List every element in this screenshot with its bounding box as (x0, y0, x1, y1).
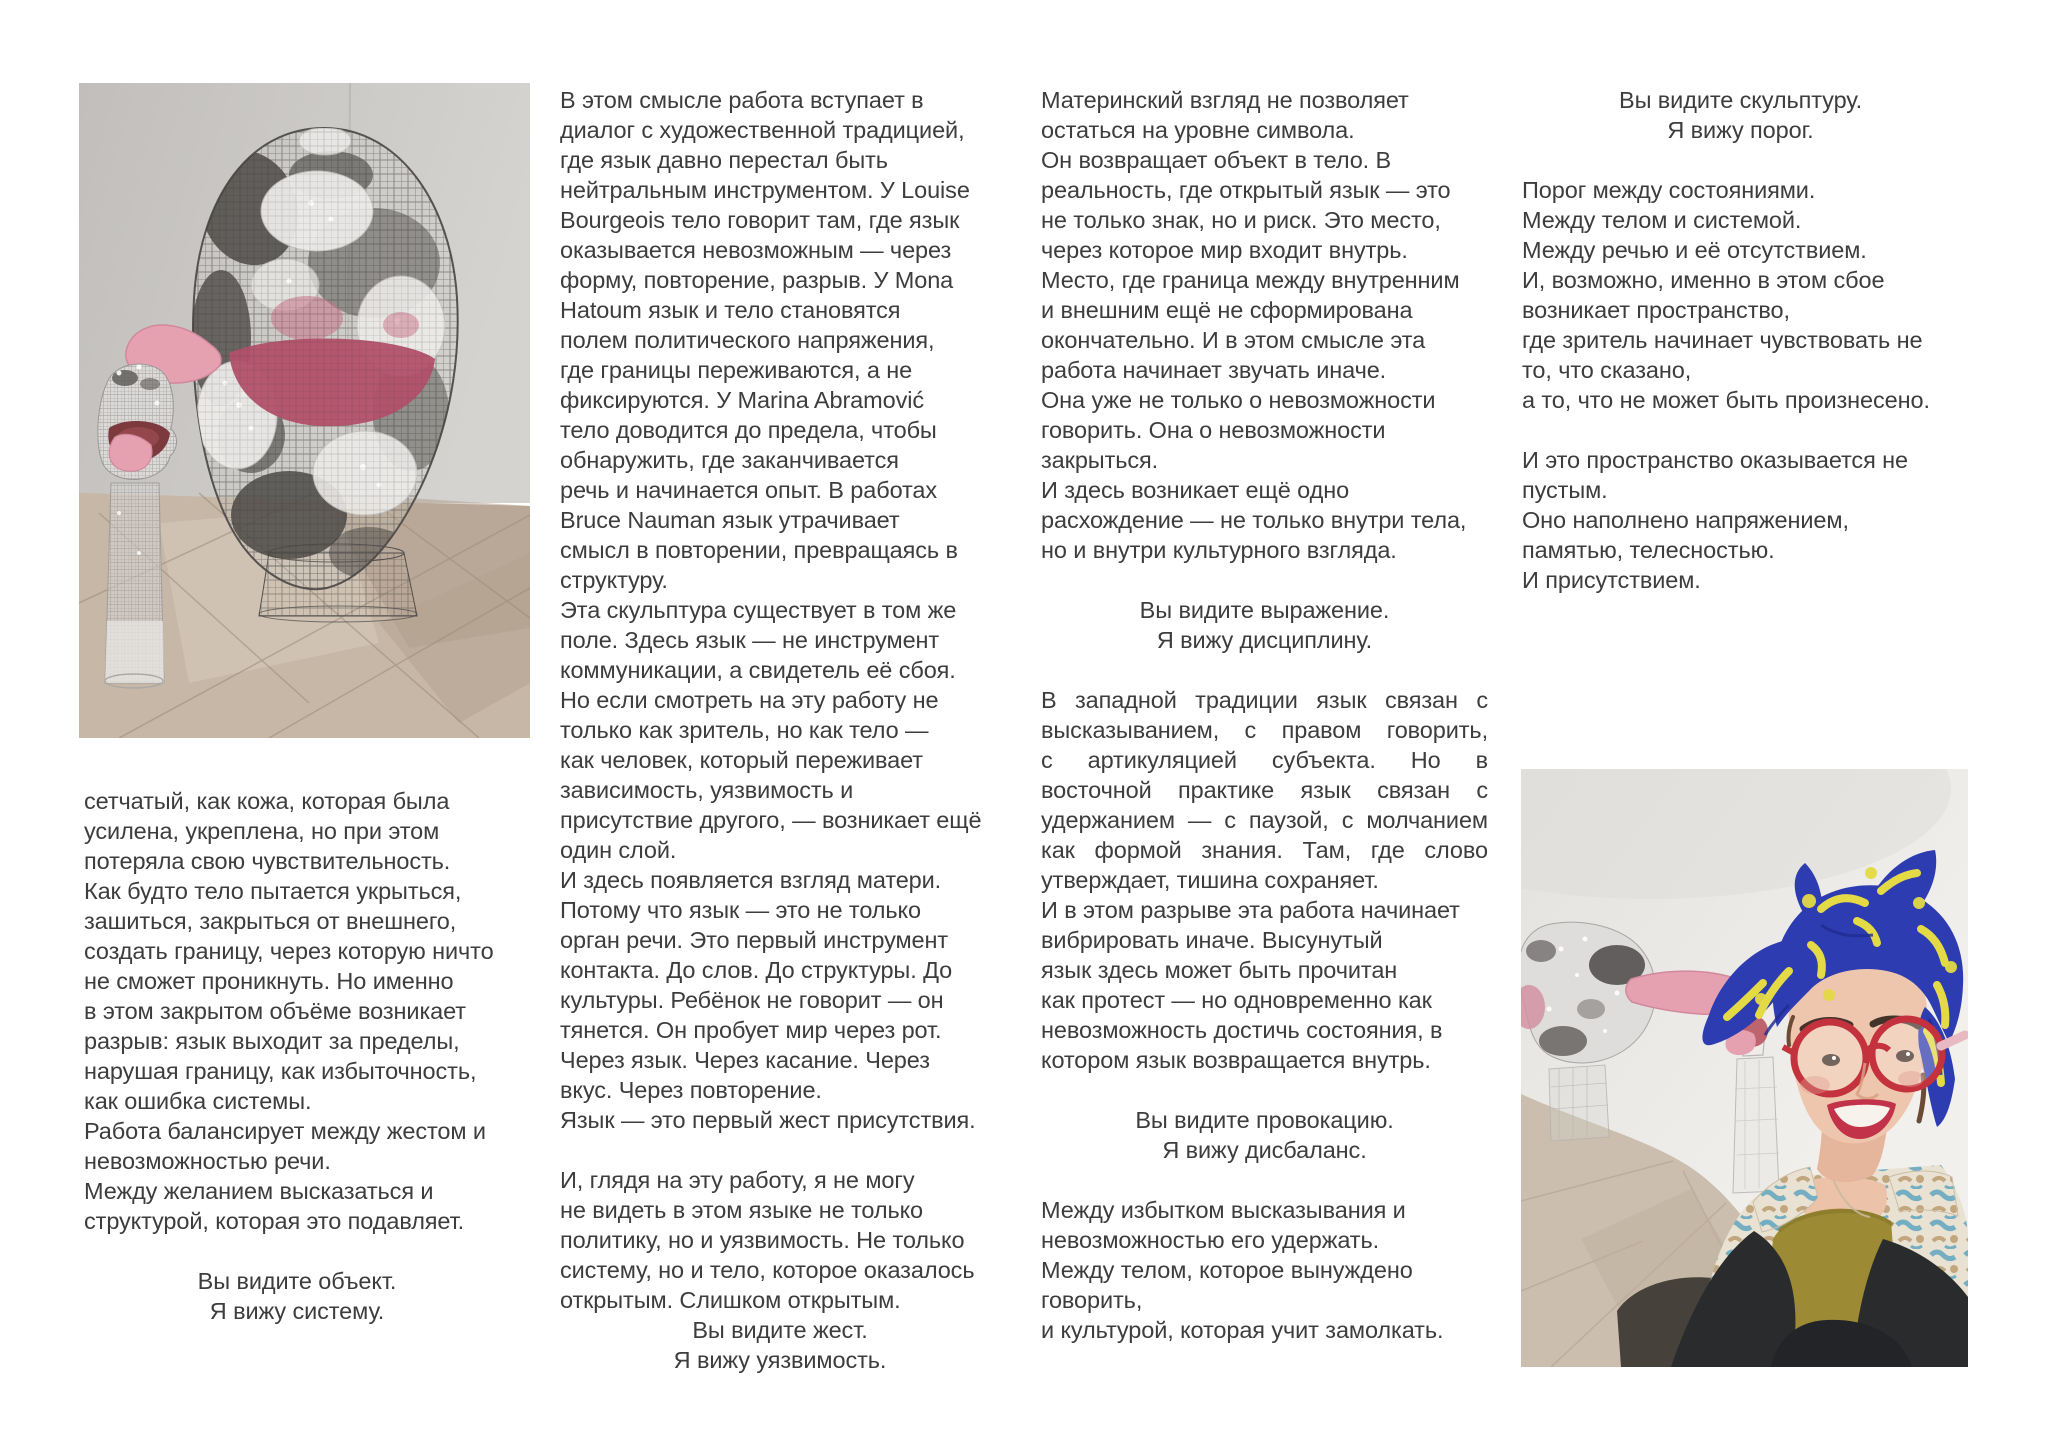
text-line: Потому что язык — это не только (560, 897, 921, 923)
text-line: Но если смотреть на эту работу не (560, 687, 939, 713)
text-line: Он возвращает объект в тело. В (1041, 147, 1392, 173)
text-column-4 (1522, 85, 1959, 595)
refrain-line: Я вижу систему. (209, 1298, 385, 1324)
refrain-line: Я вижу дисбаланс. (1162, 1137, 1367, 1163)
refrain-line: Я вижу дисциплину. (1156, 627, 1373, 653)
text-line: говорить, (1041, 1287, 1143, 1313)
text-line: где зритель начинает чувствовать не (1522, 327, 1923, 353)
text-line: коммуникации, а свидетель её сбоя. (560, 657, 956, 683)
text-line: зависимость, уязвимость и (560, 777, 854, 803)
text-line: обнаружить, где заканчивается (560, 447, 899, 473)
text-line: Hatoum язык и тело становятся (560, 297, 901, 323)
text-line: где язык давно перестал быть (560, 147, 888, 173)
text-line: поле. Здесь язык — не инструмент (560, 627, 940, 653)
refrain-line: Вы видите выражение. (1139, 597, 1390, 623)
text-line: тело доводится до предела, чтобы (560, 417, 937, 443)
text-line: Между телом, которое вынуждено (1041, 1257, 1413, 1283)
text-line: Место, где граница между внутренним (1041, 267, 1460, 293)
text-column-3 (1041, 85, 1488, 1345)
text-line: окончательно. И в этом смысле эта (1041, 327, 1426, 353)
text-line: возникает пространство, (1522, 297, 1790, 323)
selfie-photo (1521, 769, 1968, 1367)
text-line: Оно наполнено напряжением, (1522, 507, 1849, 533)
text-line: как ошибка системы. (84, 1088, 312, 1114)
text-line: Материнский взгляд не позволяет (1041, 87, 1409, 113)
text-line: полем политического напряжения, (560, 327, 935, 353)
text-line: пустым. (1522, 477, 1608, 503)
text-column-2 (560, 85, 1000, 1375)
text-line: памятью, телесностью. (1522, 537, 1775, 563)
text-line: И это пространство оказывается не (1522, 447, 1908, 473)
text-line: только как зритель, но как тело — (560, 717, 929, 743)
text-line: разрыв: язык выходит за пределы, (84, 1028, 460, 1054)
refrain-line: Вы видите провокацию. (1135, 1107, 1394, 1133)
text-line: Между избытком высказывания и (1041, 1197, 1406, 1223)
refrain-line: Я вижу порог. (1667, 117, 1814, 143)
text-line: структурой, которая это подавляет. (84, 1208, 465, 1234)
text-line: Порог между состояниями. (1522, 177, 1816, 203)
text-line: И присутствием. (1522, 567, 1701, 593)
text-line: говорить. Она о невозможности (1041, 417, 1386, 443)
text-line: И здесь возникает ещё одно (1041, 477, 1350, 503)
text-line: нарушая границу, как избыточность, (84, 1058, 477, 1084)
text-line: один слой. (560, 837, 677, 863)
collar-right (1889, 1171, 1958, 1216)
blush-right (1898, 1071, 1924, 1087)
text-line: вкус. Через повторение. (560, 1077, 822, 1103)
text-line: потеряла свою чувствительность. (84, 848, 451, 874)
text-line: И, возможно, именно в этом сбое (1522, 267, 1885, 293)
text-line: Язык — это первый жест присутствия. (560, 1107, 976, 1133)
text-line: систему, но и тело, которое оказалось (560, 1257, 975, 1283)
refrain-line: Я вижу уязвимость. (673, 1347, 887, 1373)
text-line: форму, повторение, разрыв. У Mona (560, 267, 954, 293)
text-line: с артикуляцией субъекта. Но в (1041, 747, 1488, 773)
text-line: усилена, укреплена, но при этом (84, 818, 440, 844)
text-line: остаться на уровне символа. (1041, 117, 1355, 143)
text-line: не только знак, но и риск. Это место, (1041, 207, 1441, 233)
text-line: И в этом разрыве эта работа начинает (1041, 897, 1460, 923)
blush-left (1800, 1076, 1830, 1094)
text-line: как формой знания. Там, где слово (1041, 837, 1488, 863)
text-line: Работа балансирует между жестом и (84, 1118, 486, 1144)
text-line: Как будто тело пытается укрыться, (84, 878, 462, 904)
text-line: реальность, где открытый язык — это (1041, 177, 1451, 203)
text-line: присутствие другого, — возникает ещё (560, 807, 982, 833)
text-line: то, что сказано, (1522, 357, 1692, 383)
paragraph-gap (1041, 655, 1488, 685)
text-line: В этом смысле работа вступает в (560, 87, 924, 113)
paragraph-gap (1041, 565, 1488, 595)
paragraph-gap (1041, 1165, 1488, 1195)
text-line: а то, что не может быть произнесено. (1522, 387, 1930, 413)
text-line: политику, но и уязвимость. Не только (560, 1227, 965, 1253)
text-line: Bourgeois тело говорит там, где язык (560, 207, 960, 233)
refrain-line: Вы видите скульптуру. (1619, 87, 1862, 113)
text-line: в этом закрытом объёме возникает (84, 998, 466, 1024)
text-line: зашиться, закрыться от внешнего, (84, 908, 457, 934)
paragraph-gap (1522, 415, 1959, 445)
text-line: культуры. Ребёнок не говорит — он (560, 987, 944, 1013)
text-line: и внешним ещё не сформирована (1041, 297, 1413, 323)
sculpture-photo (79, 83, 530, 738)
text-line: расхождение — не только внутри тела, (1041, 507, 1467, 533)
text-line: Эта скульптура существует в том же (560, 597, 957, 623)
text-line: тянется. Он пробует мир через рот. (560, 1017, 942, 1043)
paragraph-gap (84, 1236, 510, 1266)
text-line: язык здесь может быть прочитан (1041, 957, 1398, 983)
text-line: восточной практике язык связан с (1041, 777, 1488, 803)
text-line: И, глядя на эту работу, я не могу (560, 1167, 915, 1193)
text-line: В западной традиции язык связан с (1041, 687, 1488, 713)
text-line: не сможет проникнуть. Но именно (84, 968, 454, 994)
text-line: Она уже не только о невозможности (1041, 387, 1436, 413)
text-line: через которое мир входит внутрь. (1041, 237, 1408, 263)
paragraph-gap (560, 1135, 1000, 1165)
text-line: котором язык возвращается внутрь. (1041, 1047, 1431, 1073)
text-line: закрыться. (1041, 447, 1159, 473)
refrain-line: Вы видите объект. (197, 1268, 397, 1294)
text-line: оказывается невозможным — через (560, 237, 952, 263)
text-line: не видеть в этом языке не только (560, 1197, 924, 1223)
text-line: работа начинает звучать иначе. (1041, 357, 1387, 383)
refrain-line: Вы видите жест. (692, 1317, 868, 1343)
text-line: открытым. Слишком открытым. (560, 1287, 901, 1313)
text-line: смысл в повторении, превращаясь в (560, 537, 958, 563)
text-line: где границы переживаются, а не (560, 357, 913, 383)
text-line: высказыванием, с правом говорить, (1041, 717, 1488, 743)
text-line: невозможность достичь состояния, в (1041, 1017, 1443, 1043)
text-line: контакта. До слов. До структуры. До (560, 957, 953, 983)
text-line: Между желанием высказаться и (84, 1178, 434, 1204)
paragraph-gap (1522, 145, 1959, 175)
paragraph-gap (1041, 1075, 1488, 1105)
text-line: как человек, который переживает (560, 747, 923, 773)
text-line: утверждает, тишина сохраняет. (1041, 867, 1379, 893)
text-line: И здесь появляется взгляд матери. (560, 867, 942, 893)
text-line: и культурой, которая учит замолкать. (1041, 1317, 1444, 1343)
text-line: речь и начинается опыт. В работах (560, 477, 938, 503)
text-line: как протест — но одновременно как (1041, 987, 1432, 1013)
text-line: фиксируются. У Marina Abramović (560, 387, 925, 413)
text-line: невозможностью его удержать. (1041, 1227, 1380, 1253)
text-line: Между телом и системой. (1522, 207, 1802, 233)
text-column-1 (84, 786, 510, 1326)
text-line: структуру. (560, 567, 668, 593)
text-line: но и внутри культурного взгляда. (1041, 537, 1397, 563)
text-line: Через язык. Через касание. Через (560, 1047, 930, 1073)
text-line: невозможностью речи. (84, 1148, 331, 1174)
text-line: создать границу, через которую ничто (84, 938, 494, 964)
text-line: диалог с художественной традицией, (560, 117, 965, 143)
text-line: Между речью и её отсутствием. (1522, 237, 1867, 263)
text-line: Bruce Nauman язык утрачивает (560, 507, 900, 533)
text-line: сетчатый, как кожа, которая была (84, 788, 450, 814)
text-line: орган речи. Это первый инструмент (560, 927, 949, 953)
text-line: нейтральным инструментом. У Louise (560, 177, 970, 203)
text-line: удержанием — с паузой, с молчанием (1041, 807, 1488, 833)
text-line: вибрировать иначе. Высунутый (1041, 927, 1383, 953)
